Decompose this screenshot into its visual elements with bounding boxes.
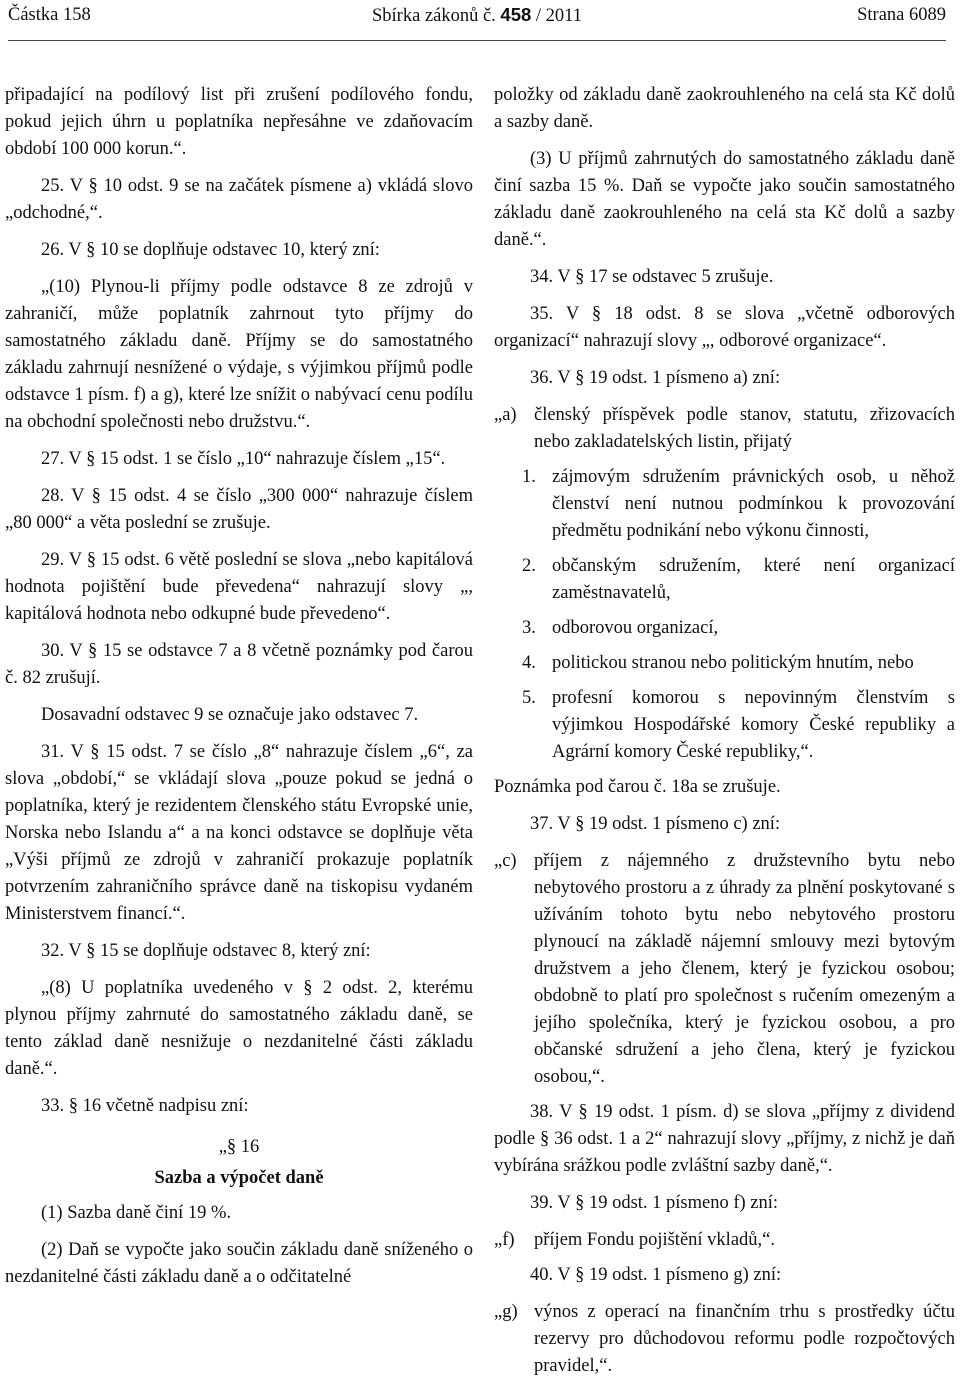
amendment-33: 33. § 16 včetně nadpisu zní: [41, 1096, 249, 1116]
header-year: / 2011 [535, 6, 583, 26]
section-16-para-3: (3) U příjmů zahrnutých do samostatného základu daně činí sazba 15 %. Daň se vypočte jako součin samostatného základu daně zaokrouhleného na celá sta Kč dolů a sazby daně.“. [494, 149, 955, 250]
letter-item-a [494, 402, 955, 456]
item-marker: „g) [494, 1302, 518, 1322]
left-column [5, 82, 473, 1301]
header-page-number: Strana 6089 [857, 5, 946, 25]
amendment-30-note: Dosavadní odstavec 9 se označuje jako odstavec 7. [41, 705, 419, 725]
footnote-note: Poznámka pod čarou č. 18a se zrušuje. [494, 777, 781, 797]
letter-item-c [494, 848, 955, 1091]
amendment-29: 29. V § 15 odst. 6 větě poslední se slova „nebo kapitálová hodnota pojištění bude převedena“ nahrazují slovy „, kapitálová hodnota nebo odkupné bude převedeno“. [5, 550, 473, 624]
item-marker: „f) [494, 1230, 515, 1250]
amendment-38: 38. V § 19 odst. 1 písm. d) se slova „příjmy z dividend podle § 36 odst. 1 a 2“ nahrazují slovy „příjmy, z nichž je daň vybírána srážkou podle zvláštní sazby daně,“. [494, 1102, 955, 1176]
page-header [8, 2, 946, 32]
amendment-32-quote: „(8) U poplatníka uvedeného v § 2 odst. 2, kterému plynou příjmy zahrnuté do samostatného základu daně, se tento základ daně nesnižuje o nezdanitelné části základu daně.“. [5, 978, 473, 1079]
item-marker: 3. [522, 618, 536, 638]
list-item [522, 553, 955, 607]
list-item [522, 650, 955, 677]
list-item [522, 464, 955, 545]
item-text: profesní komorou s nepovinným členstvím s výjimkou Hospodářské komory České republiky a Agrární komory České republiky,“. [552, 688, 955, 762]
header-collection-label: Sbírka zákonů č. [371, 6, 496, 26]
amendment-28: 28. V § 15 odst. 4 se číslo „300 000“ nahrazuje číslem „80 000“ a věta poslední se zrušuje. [5, 486, 473, 533]
item-marker: 1. [522, 467, 536, 487]
section-16-para-1: (1) Sazba daně činí 19 %. [41, 1203, 232, 1223]
amendment-37: 37. V § 19 odst. 1 písmeno c) zní: [530, 814, 781, 834]
item-marker: „c) [494, 851, 517, 871]
item-text: výnos z operací na finančním trhu s prostředky účtu rezervy pro důchodovou reformu podle rozpočtových pravidel,“. [534, 1302, 955, 1376]
section-number: „§ 16 [218, 1137, 260, 1157]
numbered-list [494, 464, 955, 766]
item-text: zájmovým sdružením právnických osob, u něhož členství není nutnou podmínkou k provozování předmětu podnikání nebo výkonu činnosti, [552, 467, 955, 541]
right-column [494, 82, 955, 1388]
section-title: Sazba a výpočet daně [154, 1168, 324, 1188]
amendment-26-quote: „(10) Plynou-li příjmy podle odstavce 8 ze zdrojů v zahraničí, může poplatník zahrnout tyto příjmy do samostatného základu daně. Příjmy se do samostatného základu zahrnují nesnížené o výdaje, s výjimkou příjmů podle odstavce 1 písm. f) a g), které lze snížit o nabývací cenu podílu na obchodní společnosti nebo družstvu.“. [5, 277, 473, 432]
item-marker: 5. [522, 688, 536, 708]
amendment-27: 27. V § 15 odst. 1 se číslo „10“ nahrazuje číslem „15“. [41, 449, 446, 469]
item-text: odborovou organizací, [552, 618, 719, 638]
amendment-36: 36. V § 19 odst. 1 písmeno a) zní: [530, 368, 781, 388]
item-text: politickou stranou nebo politickým hnutím, nebo [552, 653, 914, 673]
letter-item-f [494, 1227, 955, 1254]
amendment-26: 26. V § 10 se doplňuje odstavec 10, který zní: [41, 240, 380, 260]
item-text: příjem Fondu pojištění vkladů,“. [534, 1230, 775, 1250]
list-item [522, 685, 955, 766]
item-text: příjem z nájemného z družstevního bytu nebo nebytového prostoru a z úhrady za plnění poskytované s užíváním tohoto bytu nebo nebytového prostoru plynoucí na základě nájemní smlouvy mezi bytovým družstvem a jeho členem, který je fyzickou osobou; obdobně to platí pro společnost s ručením omezeným a jejího společníka, který je fyzickou osobou, a pro občanské sdružení a jeho člena, který je fyzickou osobou,“. [534, 851, 955, 1087]
letter-item-g [494, 1299, 955, 1380]
item-marker: 4. [522, 653, 536, 673]
amendment-34: 34. V § 17 se odstavec 5 zrušuje. [530, 267, 774, 287]
amendment-35: 35. V § 18 odst. 8 se slova „včetně odborových organizací“ nahrazují slovy „, odborové organizace“. [494, 304, 955, 351]
item-marker: „a) [494, 405, 517, 425]
amendment-39: 39. V § 19 odst. 1 písmeno f) zní: [530, 1193, 779, 1213]
amendment-32: 32. V § 15 se doplňuje odstavec 8, který zní: [41, 941, 371, 961]
header-law-number: 458 [500, 4, 532, 25]
item-marker: 2. [522, 556, 536, 576]
amendment-30: 30. V § 15 se odstavce 7 a 8 včetně poznámky pod čarou č. 82 zrušují. [5, 641, 473, 688]
amendment-25: 25. V § 10 odst. 9 se na začátek písmene a) vkládá slovo „odchodné,“. [5, 176, 473, 223]
list-item [522, 615, 955, 642]
amendment-40: 40. V § 19 odst. 1 písmeno g) zní: [530, 1265, 782, 1285]
paragraph: připadající na podílový list při zrušení podílového fondu, pokud jejich úhrn u poplatníka nepřesáhne ve zdaňovacím období 100 000 korun.“. [5, 85, 473, 159]
item-text: občanským sdružením, které není organizací zaměstnavatelů, [552, 556, 955, 603]
section-16-para-2: (2) Daň se vypočte jako součin základu daně sníženého o nezdanitelné části základu daně a o odčitatelné [5, 1240, 473, 1287]
item-text: členský příspěvek podle stanov, statutu, zřizovacích nebo zakladatelských listin, přijatý [534, 405, 955, 452]
header-collection [8, 2, 946, 29]
header-part: Částka 158 [8, 5, 91, 25]
amendment-31: 31. V § 15 odst. 7 se číslo „8“ nahrazuje číslem „6“, za slova „období,“ se vkládají slova „pouze pokud se jedná o poplatníka, který je rezidentem členského státu Evropské unie, Norska nebo Islandu a“ a na konci odstavce se doplňuje věta „Výši příjmů ze zdrojů v zahraničí prokazuje poplatník potvrzením zahraničního správce daně na tiskopisu vydaném Ministerstvem financí.“. [5, 742, 473, 924]
paragraph: položky od základu daně zaokrouhleného na celá sta Kč dolů a sazby daně. [494, 85, 955, 132]
header-rule [8, 40, 946, 41]
